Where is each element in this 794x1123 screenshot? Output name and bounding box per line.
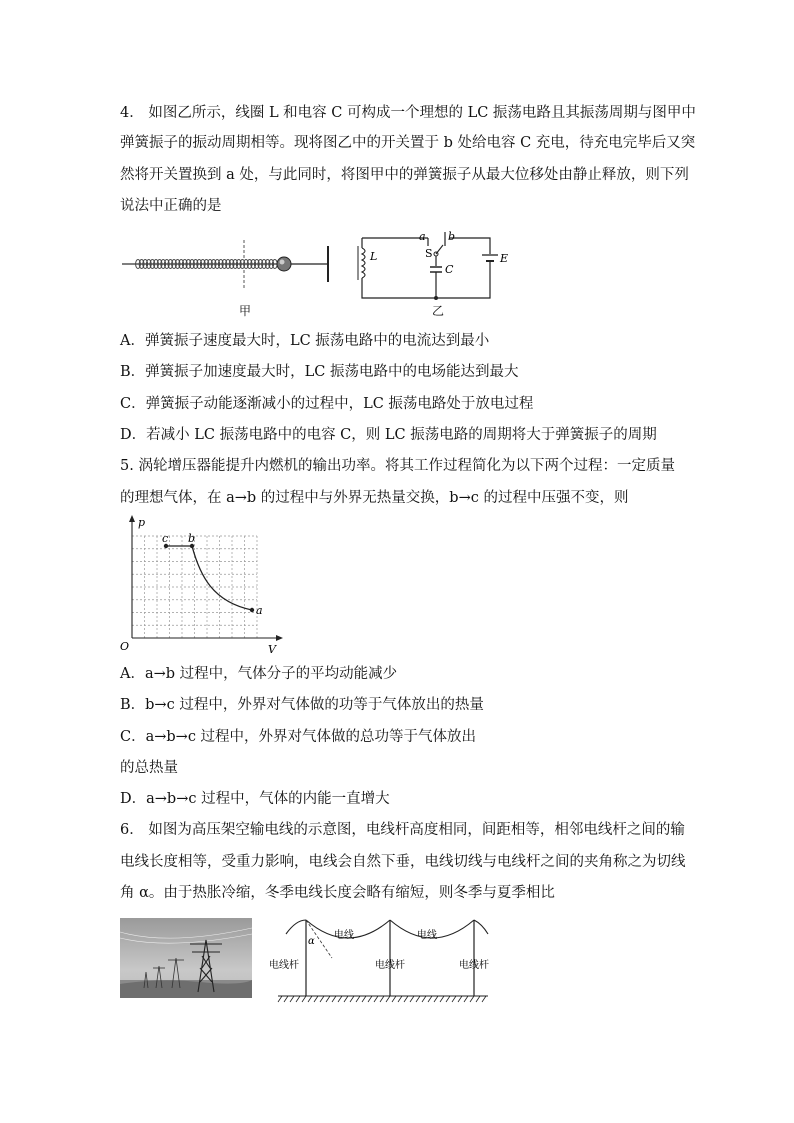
pv-axis-v-label: V <box>268 643 276 654</box>
pv-origin-label: O <box>120 640 130 653</box>
figure-jia-caption: 甲 <box>239 304 252 318</box>
q4-line-1: 4． 如图乙所示，线圈 L 和电容 C 可构成一个理想的 LC 振荡电路且其振荡周期与图甲中 <box>120 105 696 121</box>
lc-circuit-figure <box>350 228 510 308</box>
pv-graph <box>118 514 283 654</box>
pole-label-2: 电线杆 <box>375 960 405 971</box>
switch-s-label: S <box>425 247 433 260</box>
pv-axis-p-label: p <box>138 516 146 529</box>
q5-option-c: C．a→b→c 过程中，外界对气体做的总功等于气体放出 <box>120 729 477 745</box>
q4-option-a: A．弹簧振子速度最大时，LC 振荡电路中的电流达到最小 <box>120 333 490 349</box>
q5-option-a: A．a→b 过程中，气体分子的平均动能减少 <box>120 666 398 682</box>
q4-option-d: D．若减小 LC 振荡电路中的电容 C，则 LC 振荡电路的周期将大于弹簧振子的周期 <box>120 427 657 443</box>
switch-a-label: a <box>419 230 426 243</box>
pv-point-b-label: b <box>188 532 196 545</box>
q5-option-d: D．a→b→c 过程中，气体的内能一直增大 <box>120 791 390 807</box>
pole-label-3: 电线杆 <box>459 960 489 971</box>
inductor-label: L <box>370 250 378 263</box>
q6-line-2: 电线长度相等，受重力影响，电线会自然下垂，电线切线与电线杆之间的夹角称之为切线 <box>120 854 686 870</box>
pole-label-1: 电线杆 <box>269 960 299 971</box>
q4-line-3: 然将开关置换到 a 处，与此同时，将图甲中的弹簧振子从最大位移处由静止释放，则下列 <box>120 167 689 183</box>
q4-option-b: B．弹簧振子加速度最大时，LC 振荡电路中的电场能达到最大 <box>120 364 519 380</box>
q4-line-4: 说法中正确的是 <box>120 198 222 214</box>
q4-option-c: C．弹簧振子动能逐渐减小的过程中，LC 振荡电路处于放电过程 <box>120 396 534 412</box>
transmission-tower-photo <box>120 918 252 998</box>
q6-line-1: 6． 如图为高压架空输电线的示意图，电线杆高度相同，间距相等，相邻电线杆之间的输 <box>120 822 685 838</box>
q6-line-3: 角 α。由于热胀冷缩，冬季电线长度会略有缩短，则冬季与夏季相比 <box>120 885 555 901</box>
wire-label-2: 电线 <box>417 930 437 941</box>
wire-label-1: 电线 <box>334 930 354 941</box>
capacitor-label: C <box>445 263 454 276</box>
q5-line-1: 5. 涡轮增压器能提升内燃机的输出功率。将其工作过程简化为以下两个过程：一定质量 <box>120 458 675 474</box>
figure-yi-caption: 乙 <box>432 304 445 318</box>
power-line-diagram <box>266 912 491 1004</box>
tangent-angle-alpha-label: α <box>308 936 315 947</box>
spring-oscillator-figure <box>120 240 335 320</box>
q5-line-2: 的理想气体，在 a→b 的过程中与外界无热量交换，b→c 的过程中压强不变，则 <box>120 490 629 506</box>
q4-line-2: 弹簧振子的振动周期相等。现将图乙中的开关置于 b 处给电容 C 充电，待充电完毕后又突 <box>120 135 696 151</box>
q5-option-b: B．b→c 过程中，外界对气体做的功等于气体放出的热量 <box>120 697 484 713</box>
switch-b-label: b <box>448 230 456 243</box>
pv-point-c-label: c <box>162 532 169 545</box>
pv-point-a-label: a <box>256 604 263 617</box>
battery-label: E <box>500 252 509 265</box>
q5-option-c-cont: 的总热量 <box>120 760 178 776</box>
